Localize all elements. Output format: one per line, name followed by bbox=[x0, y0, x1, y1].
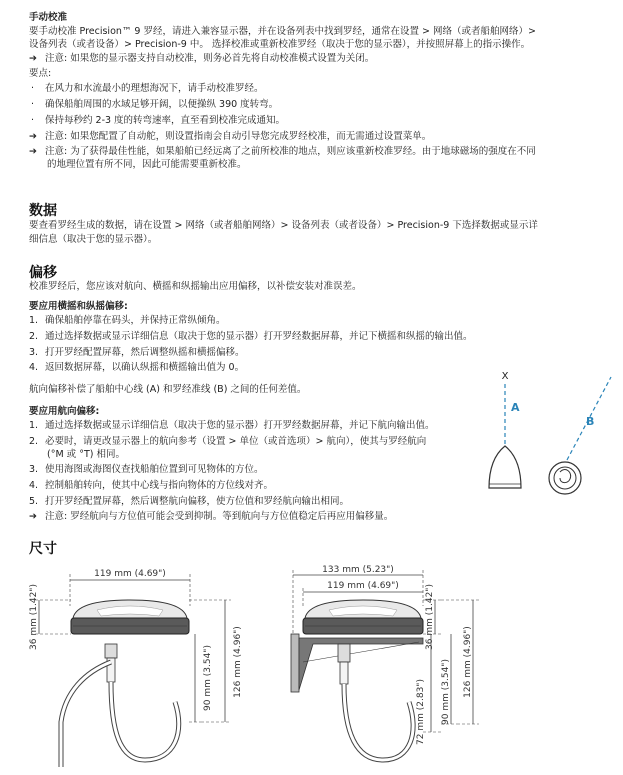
calibration-note3 bbox=[29, 146, 603, 158]
step-number: 2. bbox=[29, 331, 39, 342]
height-stem-label: 90 mm (3.54") bbox=[441, 659, 451, 725]
step-text: 必要时，请更改显示器上的航向参考（设置 > 单位（或首选项）> 航向），使其与罗经航向 bbox=[45, 436, 427, 447]
step-text: 通过选择数据或显示详细信息（取决于您的显示器）打开罗经数据屏幕，并记下横摇和纵摇的输出值。 bbox=[45, 331, 473, 342]
list-item bbox=[29, 83, 603, 95]
bullet-icon: · bbox=[31, 99, 35, 110]
step-number: 5. bbox=[29, 496, 39, 507]
step-text: 通过选择数据或显示详细信息（取决于您的显示器）打开罗经数据屏幕，并记下航向输出值。 bbox=[45, 420, 435, 431]
offset-intro: 校准罗经后，您应该对航向、横摇和纵摇输出应用偏移，以补偿安装对准误差。 bbox=[29, 281, 362, 292]
arrow-right-icon: ➔ bbox=[29, 53, 37, 64]
height-top-label: 36 mm (1.42") bbox=[29, 584, 39, 650]
width-inner-label: 119 mm (4.69") bbox=[327, 581, 399, 591]
dimension-drawing-left bbox=[25, 562, 275, 772]
calibration-intro-line2: 设备列表（或者设备）> Precision-9 中。 选择校准或重新校准罗经（取决于您的显示器），并按照屏幕上的指示操作。 bbox=[29, 39, 531, 50]
height-total-label: 126 mm (4.96") bbox=[233, 626, 243, 698]
step-number: 4. bbox=[29, 480, 39, 491]
note-text: 注意: 如果您配置了自动舵，则设置指南会自动引导您完成罗经校准，而无需通过设置菜单。 bbox=[45, 131, 432, 142]
list-item bbox=[29, 99, 603, 111]
bullet-icon: · bbox=[31, 115, 35, 126]
dimensions-heading: 尺寸 bbox=[29, 541, 57, 557]
calibration-note2 bbox=[29, 131, 603, 143]
offset-note bbox=[29, 511, 603, 523]
connector bbox=[105, 644, 117, 658]
list-item bbox=[29, 315, 603, 327]
step-text: 返回数据屏幕，以确认纵摇和横摇输出值为 0。 bbox=[45, 362, 245, 373]
offset-heading: 偏移 bbox=[29, 265, 57, 281]
list-item-text: 保持每秒约 2-3 度的转弯速率，直至看到校准完成通知。 bbox=[45, 115, 286, 126]
calibration-note3-cont: 的地理位置有所不同，因此可能需要重新校准。 bbox=[47, 159, 247, 170]
note-text: 注意: 如果您的显示器支持自动校准，则务必首先将自动校准模式设置为关闭。 bbox=[45, 53, 375, 64]
step-number: 3. bbox=[29, 464, 39, 475]
roll-pitch-title: 要应用横摇和纵摇偏移: bbox=[29, 301, 128, 312]
width-outer-label: 133 mm (5.23") bbox=[322, 565, 394, 575]
cable bbox=[344, 684, 413, 760]
height-total-label: 126 mm (4.96") bbox=[463, 626, 473, 698]
bullet-icon: · bbox=[31, 83, 35, 94]
data-line2: 细信息（取决于您的显示器）。 bbox=[29, 234, 158, 245]
calibration-intro-line1: 要手动校准 Precision™ 9 罗经，请进入兼容显示器，并在设备列表中找到罗经，通常在设置 > 网络（或者船舶网络）> bbox=[29, 26, 536, 37]
step-number: 2. bbox=[29, 436, 39, 447]
list-item-text: 在风力和水流最小的理想海况下，请手动校准罗经。 bbox=[45, 83, 264, 94]
points-label: 要点: bbox=[29, 68, 52, 79]
heading-offset-diagram bbox=[480, 360, 620, 510]
step-text: 打开罗经配置屏幕，然后调整纵摇和横摇偏移。 bbox=[45, 347, 245, 358]
data-line1: 要查看罗经生成的数据，请在设置 > 网络（或者船舶网络）> 设备列表（或者设备）> Precision-9 下选择数据或显示详 bbox=[29, 220, 538, 231]
label-a: A bbox=[511, 401, 520, 414]
label-b: B bbox=[586, 415, 595, 428]
step-text: 控制船舶转向，使其中心线与指向物体的方位线对齐。 bbox=[45, 480, 274, 491]
calibration-heading: 手动校准 bbox=[29, 12, 68, 23]
step-text: 确保船舶停靠在码头，并保持正常纵倾角。 bbox=[45, 315, 226, 326]
step-number: 1. bbox=[29, 420, 39, 431]
x-label: X bbox=[501, 371, 509, 382]
arrow-right-icon: ➔ bbox=[29, 511, 37, 522]
step-text: 打开罗经配置屏幕，然后调整航向偏移，使方位值和罗经航向输出相同。 bbox=[45, 496, 350, 507]
list-item bbox=[29, 347, 603, 359]
heading-offset-desc: 航向偏移补偿了船舶中心线 (A) 和罗经准线 (B) 之间的任何差值。 bbox=[29, 384, 307, 395]
dimension-drawing-right bbox=[283, 562, 618, 772]
height-stem-label: 90 mm (3.54") bbox=[203, 645, 213, 711]
calibration-note1 bbox=[29, 53, 603, 65]
step-number: 4. bbox=[29, 362, 39, 373]
boat-icon bbox=[489, 446, 521, 488]
connector bbox=[338, 644, 350, 662]
data-heading: 数据 bbox=[29, 203, 57, 219]
list-item bbox=[29, 115, 603, 127]
arrow-right-icon: ➔ bbox=[29, 146, 37, 157]
list-item-text: 确保船舶周围的水域足够开阔，以便操纵 390 度转弯。 bbox=[45, 99, 279, 110]
width-label: 119 mm (4.69") bbox=[94, 569, 166, 579]
step-text: 使用海图或海图仪查找船舶位置到可见物体的方位。 bbox=[45, 464, 264, 475]
arrow-right-icon: ➔ bbox=[29, 131, 37, 142]
height-bracket-label: 72 mm (2.83") bbox=[416, 679, 426, 745]
height-top-label: 36 mm (1.42") bbox=[425, 584, 435, 650]
step-number: 1. bbox=[29, 315, 39, 326]
heading-offset-title: 要应用航向偏移: bbox=[29, 406, 100, 417]
list-item bbox=[29, 331, 603, 343]
note-text: 注意: 罗经航向与方位值可能会受到抑制。等到航向与方位值稳定后再应用偏移量。 bbox=[45, 511, 394, 522]
step-number: 3. bbox=[29, 347, 39, 358]
cable bbox=[111, 682, 179, 760]
step-text-cont: (°M 或 °T) 相同。 bbox=[47, 449, 125, 460]
note-text: 注意: 为了获得最佳性能，如果船舶已经远离了之前所校准的地点，则应该重新校准罗经。由于地球磁场的强度在不同 bbox=[45, 146, 536, 157]
mount-bracket bbox=[291, 634, 299, 692]
